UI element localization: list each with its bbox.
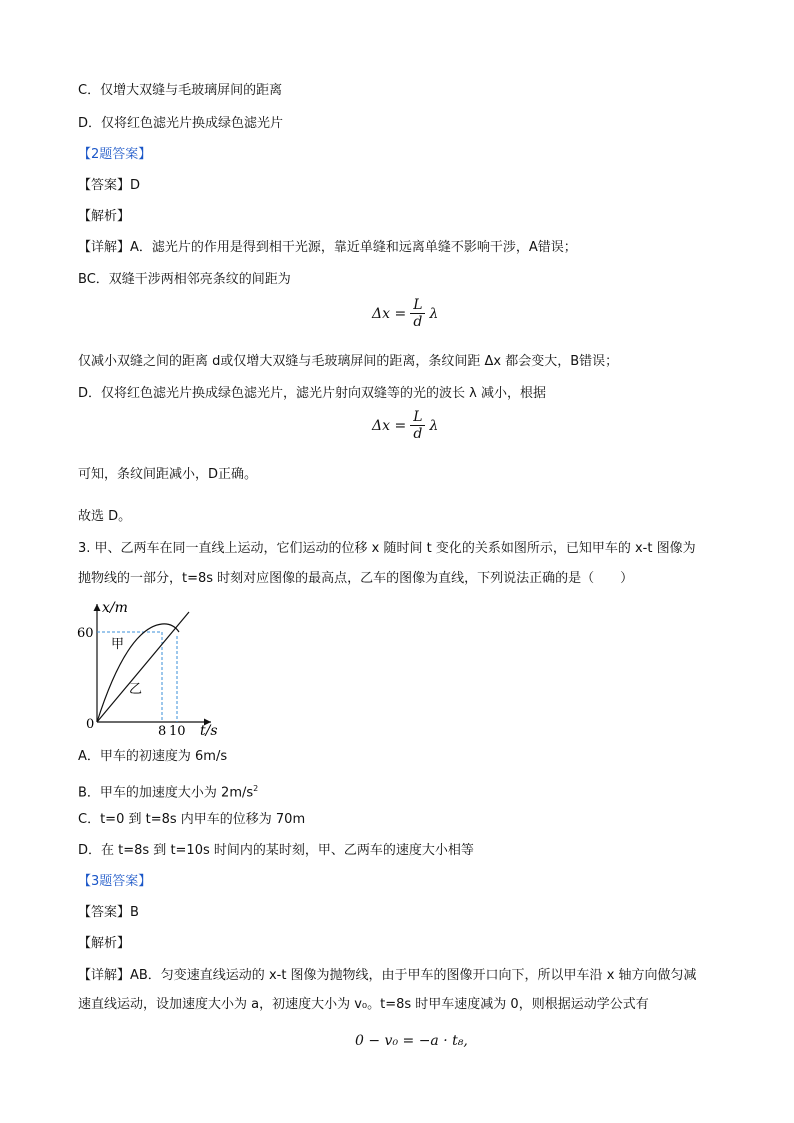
q2-conclusion: 故选 D。 [78, 509, 132, 524]
q2-detail-3: 仅减小双缝之间的距离 d或仅增大双缝与毛玻璃屏间的距离，条纹间距 Δx 都会变大，B错误； [78, 354, 619, 369]
q3-xt-graph [75, 598, 225, 738]
q3-detail-1: 【详解】AB．匀变速直线运动的 x-t 图像为抛物线，由于甲车的图像开口向下，所以甲车沿 x 轴方向做匀减 [78, 968, 697, 983]
q2-detail-5: 可知，条纹间距减小，D正确。 [78, 467, 258, 482]
curve-label-jia: 甲 [111, 637, 125, 652]
q2-detail-2: BC．双缝干涉两相邻亮条纹的间距为 [78, 272, 291, 287]
q3-answer-tag: 【3题答案】 [78, 874, 152, 889]
x-axis-label: t/s [200, 723, 218, 738]
q3-analysis-tag: 【解析】 [78, 936, 131, 951]
q3-stem-line-1: 3. 甲、乙两车在同一直线上运动，它们运动的位移 x 随时间 t 变化的关系如图所示，已知甲车的 x-t 图像为 [78, 541, 696, 556]
y-tick-60: 60 [77, 626, 94, 641]
q2-analysis-tag: 【解析】 [78, 209, 131, 224]
q3-answer: 【答案】B [78, 905, 139, 920]
q2-detail-1: 【详解】A．滤光片的作用是得到相干光源，靠近单缝和远离单缝不影响干涉，A错误； [78, 240, 577, 255]
x-tick-8: 8 [158, 724, 167, 738]
q2-answer: 【答案】D [78, 178, 141, 193]
q2-formula-1: Δx = $\frac{L}{d}$ λ [372, 297, 439, 330]
q3-formula: 0 − v₀ = −a · t₈, [355, 1033, 468, 1049]
q3-option-c: C．t=0 到 t=8s 内甲车的位移为 70m [78, 812, 306, 827]
q2-option-c: C．仅增大双缝与毛玻璃屏间的距离 [78, 83, 283, 98]
q2-answer-tag: 【2题答案】 [78, 147, 152, 162]
origin-label: 0 [86, 717, 95, 732]
q3-option-a: A．甲车的初速度为 6m/s [78, 749, 228, 764]
q3-stem-line-2: 抛物线的一部分，t=8s 时刻对应图像的最高点，乙车的图像为直线，下列说法正确的是（ ） [78, 571, 634, 586]
q2-option-d: D．仅将红色滤光片换成绿色滤光片 [78, 116, 284, 131]
q3-detail-2: 速直线运动，设加速度大小为 a，初速度大小为 v₀。t=8s 时甲车速度减为 0，则根据运动学公式有 [78, 997, 649, 1012]
q3-option-b: B．甲车的加速度大小为 $2m/s^2$ [78, 784, 259, 801]
q3-option-d: D．在 t=8s 到 t=10s 时间内的某时刻，甲、乙两车的速度大小相等 [78, 843, 474, 858]
q2-formula-2: Δx = $\frac{L}{d}$ λ [372, 409, 439, 442]
x-tick-10: 10 [169, 724, 186, 738]
q2-detail-4: D．仅将红色滤光片换成绿色滤光片，滤光片射向双缝等的光的波长 λ 减小，根据 [78, 386, 546, 401]
y-axis-label: x/m [102, 600, 128, 616]
curve-label-yi: 乙 [129, 682, 143, 697]
line-yi [97, 612, 189, 722]
